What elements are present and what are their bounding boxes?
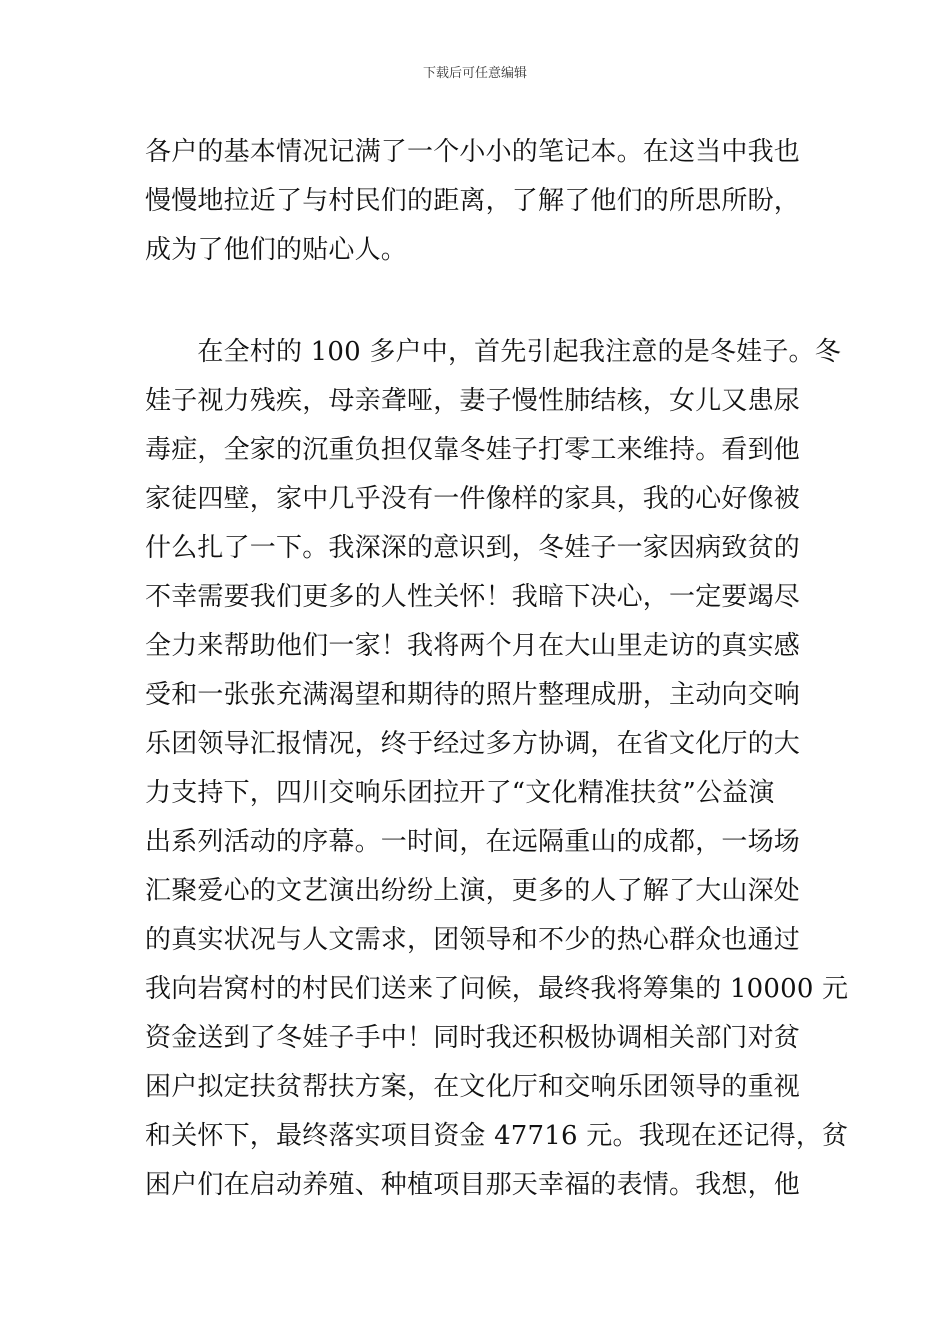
text-line: 乐团领导汇报情况，终于经过多方协调，在省文化厅的大 <box>145 729 801 759</box>
text-line: 不幸需要我们更多的人性关怀！我暗下决心，一定要竭尽 <box>145 582 801 612</box>
text-line: 的真实状况与人文需求，团领导和不少的热心群众也通过 <box>145 925 801 955</box>
text-line: 汇聚爱心的文艺演出纷纷上演，更多的人了解了大山深处 <box>145 876 801 906</box>
page-header-note: 下载后可任意编辑 <box>422 66 527 81</box>
text-line: 困户拟定扶贫帮扶方案，在文化厅和交响乐团领导的重视 <box>145 1072 801 1102</box>
text-line: 各户的基本情况记满了一个小小的笔记本。在这当中我也 <box>145 137 801 167</box>
text-line: 和关怀下，最终落实项目资金 47716 元。我现在还记得，贫 <box>145 1121 849 1151</box>
paragraph-2 <box>145 328 849 1210</box>
text-line: 成为了他们的贴心人。 <box>145 235 408 265</box>
text-line: 在全村的 100 多户中，首先引起我注意的是冬娃子。冬 <box>145 337 841 367</box>
text-line: 毒症，全家的沉重负担仅靠冬娃子打零工来维持。看到他 <box>145 435 801 465</box>
text-line: 全力来帮助他们一家！我将两个月在大山里走访的真实感 <box>145 631 801 661</box>
text-line: 出系列活动的序幕。一时间，在远隔重山的成都，一场场 <box>145 827 801 857</box>
text-line: 什么扎了一下。我深深的意识到，冬娃子一家因病致贫的 <box>145 533 801 563</box>
text-line: 我向岩窝村的村民们送来了问候，最终我将筹集的 10000 元 <box>145 974 849 1004</box>
text-line: 困户们在启动养殖、种植项目那天幸福的表情。我想，他 <box>145 1170 801 1200</box>
text-line: 力支持下，四川交响乐团拉开了“文化精准扶贫”公益演 <box>145 778 775 808</box>
text-line: 受和一张张充满渴望和期待的照片整理成册，主动向交响 <box>145 680 801 710</box>
text-line: 娃子视力残疾，母亲聋哑，妻子慢性肺结核，女儿又患尿 <box>145 386 801 416</box>
text-line: 家徒四壁，家中几乎没有一件像样的家具，我的心好像被 <box>145 484 801 514</box>
text-line: 慢慢地拉近了与村民们的距离，了解了他们的所思所盼， <box>145 186 801 216</box>
paragraph-1 <box>145 128 807 275</box>
text-line: 资金送到了冬娃子手中！同时我还积极协调相关部门对贫 <box>145 1023 801 1053</box>
